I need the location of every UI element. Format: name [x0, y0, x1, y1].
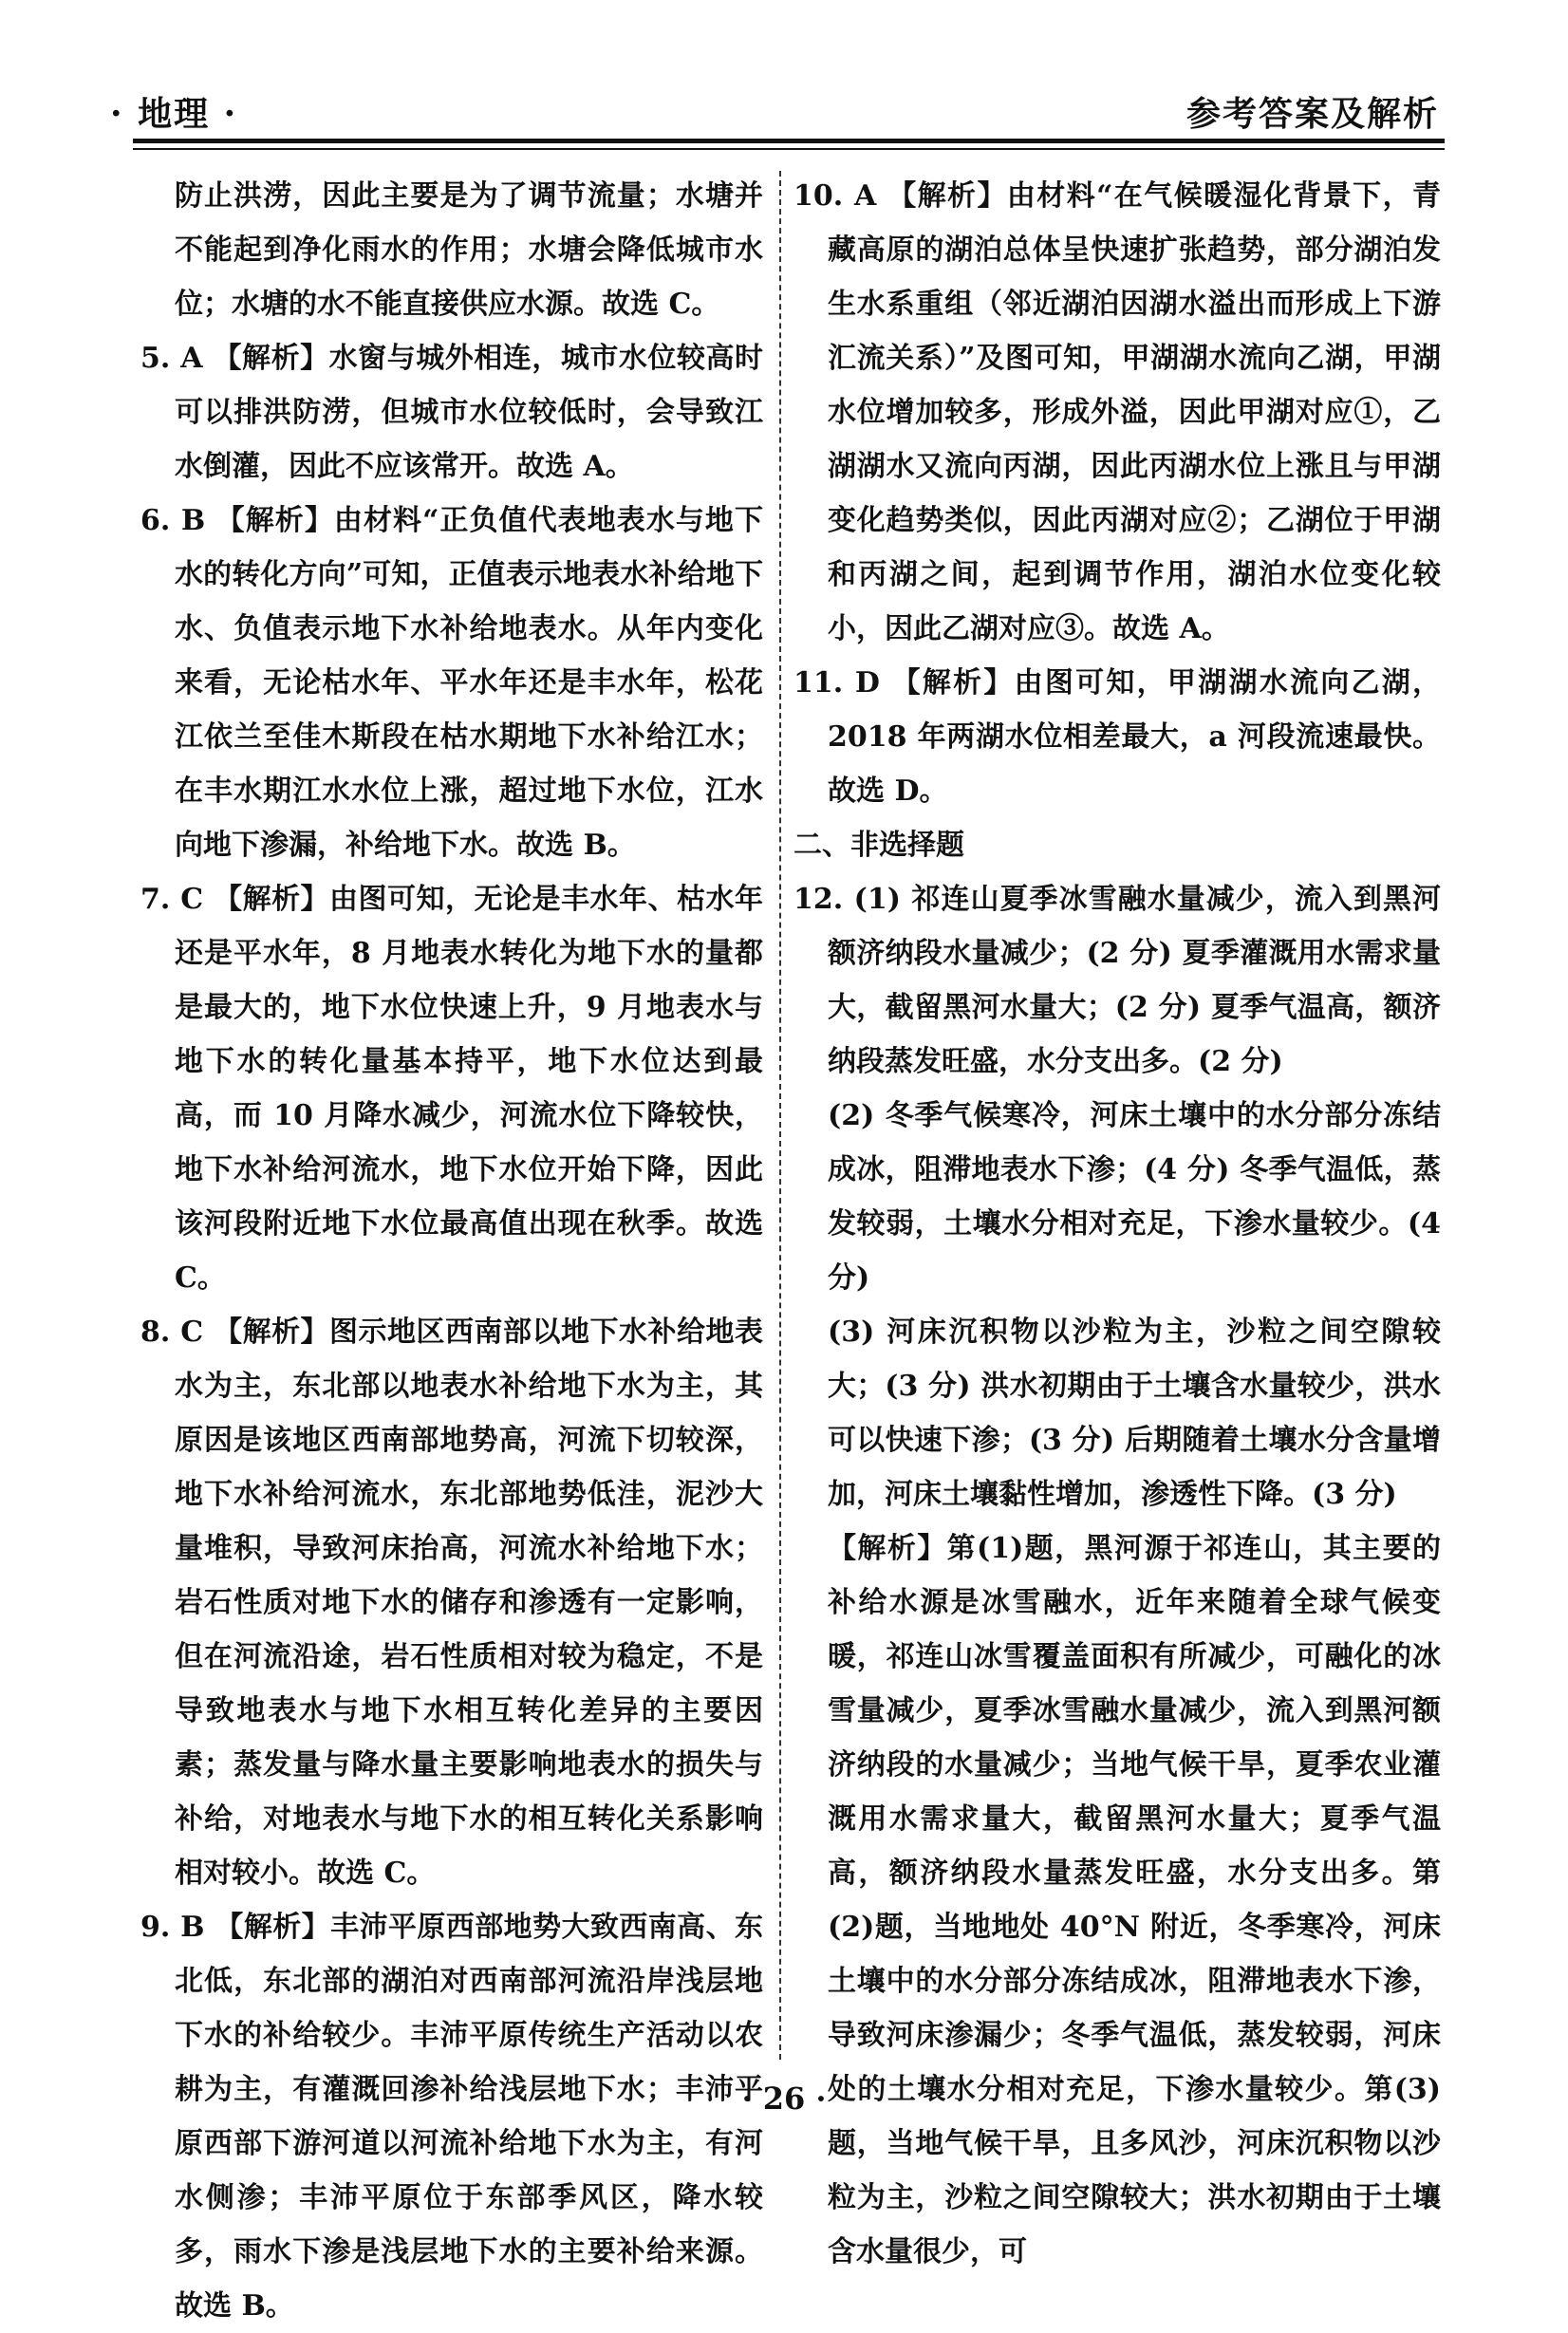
answer-10: 10. A 【解析】由材料“在气候暖湿化背景下，青藏高原的湖泊总体呈快速扩张趋势，部分湖泊发生水系重组（邻近湖泊因湖水溢出而形成上下游汇流关系）”及图可知，甲湖湖水流向乙湖，甲湖水位增加较多，形成外溢，因此甲湖对应①，乙湖湖水又流向丙湖，因此丙湖水位上涨且与甲湖变化趋势类似，因此丙湖对应②；乙湖位于甲湖和丙湖之间，起到调节作用，湖泊水位变化较小，因此乙湖对应③。故选 A。: [793, 179, 1441, 645]
header-title: 参考答案及解析: [1185, 94, 1439, 134]
page-number: · 26 ·: [741, 2081, 827, 2117]
answer-5: 5. A 【解析】水窗与城外相连，城市水位较高时可以排洪防涝，但城市水位较低时，会导致江水倒灌，因此不应该常开。故选 A。: [140, 342, 763, 483]
answer-4-continued: 防止洪涝，因此主要是为了调节流量；水塘并不能起到净化雨水的作用；水塘会降低城市水位；水塘的水不能直接供应水源。故选 C。: [175, 179, 763, 321]
answer-6: 6. B 【解析】由材料“正负值代表地表水与地下水的转化方向”可知，正值表示地表水补给地下水、负值表示地下水补给地表水。从年内变化来看，无论枯水年、平水年还是丰水年，松花江依兰至佳木斯段在枯水期地下水补给江水；在丰水期江水水位上涨，超过地下水位，江水向地下渗漏，补给地下水。故选 B。: [140, 504, 763, 862]
answer-8: 8. C 【解析】图示地区西南部以地下水补给地表水为主，东北部以地表水补给地下水为主，其原因是该地区西南部地势高，河流下切较深，地下水补给河流水，东北部地势低洼，泥沙大量堆积，导致河床抬高，河流水补给地下水；岩石性质对地下水的储存和渗透有一定影响，但在河流沿途，岩石性质相对较为稳定，不是导致地表水与地下水相互转化差异的主要因素；蒸发量与降水量主要影响地表水的损失与补给，对地表水与地下水的相互转化关系影响相对较小。故选 C。: [140, 1316, 763, 1890]
header-subject: · 地理 ·: [110, 94, 238, 134]
answer-7: 7. C 【解析】由图可知，无论是丰水年、枯水年还是平水年，8 月地表水转化为地下水的量都是最大的，地下水位快速上升，9 月地表水与地下水的转化量基本持平，地下水位达到最高，而 10 月降水减少，河流水位下降较快，地下水补给河流水，地下水位开始下降，因此该河段附近地下水位最高值出现在秋季。故选 C。: [140, 883, 763, 1295]
answer-12-part-2: (2) 冬季气候寒冷，河床土壤中的水分部分冻结成冰，阻滞地表水下渗；(4 分) 冬季气温低，蒸发较弱，土壤水分相对充足，下渗水量较少。(4 分): [828, 1099, 1441, 1295]
right-column: [793, 169, 1441, 2279]
answer-9: 9. B 【解析】丰沛平原西部地势大致西南高、东北低，东北部的湖泊对西南部河流沿岸浅层地下水的补给较少。丰沛平原传统生产活动以农耕为主，有灌溉回渗补给浅层地下水；丰沛平原西部下游河道以河流补给地下水为主，有河水侧渗；丰沛平原位于东部季风区，降水较多，雨水下渗是浅层地下水的主要补给来源。故选 B。: [140, 1911, 763, 2323]
answer-12-part-1: 12. (1) 祁连山夏季冰雪融水量减少，流入到黑河额济纳段水量减少；(2 分) 夏季灌溉用水需求量大，截留黑河水量大；(2 分) 夏季气温高，额济纳段蒸发旺盛，水分支出多。(2 分): [793, 883, 1441, 1078]
left-column: [140, 169, 763, 2333]
answer-12-analysis: 【解析】第(1)题，黑河源于祁连山，其主要的补给水源是冰雪融水，近年来随着全球气候变暖，祁连山冰雪覆盖面积有所减少，可融化的冰雪量减少，夏季冰雪融水量减少，流入到黑河额济纳段的水量减少；当地气候干旱，夏季农业灌溉用水需求量大，截留黑河水量大；夏季气温高，额济纳段水量蒸发旺盛，水分支出多。第(2)题，当地地处 40°N 附近，冬季寒冷，河床土壤中的水分部分冻结成冰，阻滞地表水下渗，导致河床渗漏少；冬季气温低，蒸发较弱，河床处的土壤水分相对充足，下渗水量较少。第(3)题，当地气候干旱，且多风沙，河床沉积物以沙粒为主，沙粒之间空隙较大；洪水初期由于土壤含水量很少，可: [828, 1532, 1441, 2268]
answer-11: 11. D 【解析】由图可知，甲湖湖水流向乙湖，2018 年两湖水位相差最大，a 河段流速最快。故选 D。: [793, 666, 1441, 808]
column-divider: [779, 171, 781, 2060]
section-title: 二、非选择题: [793, 829, 964, 862]
header-rule-thick: [133, 139, 1445, 143]
header-rule-thin: [133, 148, 1445, 150]
answer-12-part-3: (3) 河床沉积物以沙粒为主，沙粒之间空隙较大；(3 分) 洪水初期由于土壤含水量较少，洪水可以快速下渗；(3 分) 后期随着土壤水分含量增加，河床土壤黏性增加，渗透性下降。(3 分): [828, 1316, 1441, 1511]
